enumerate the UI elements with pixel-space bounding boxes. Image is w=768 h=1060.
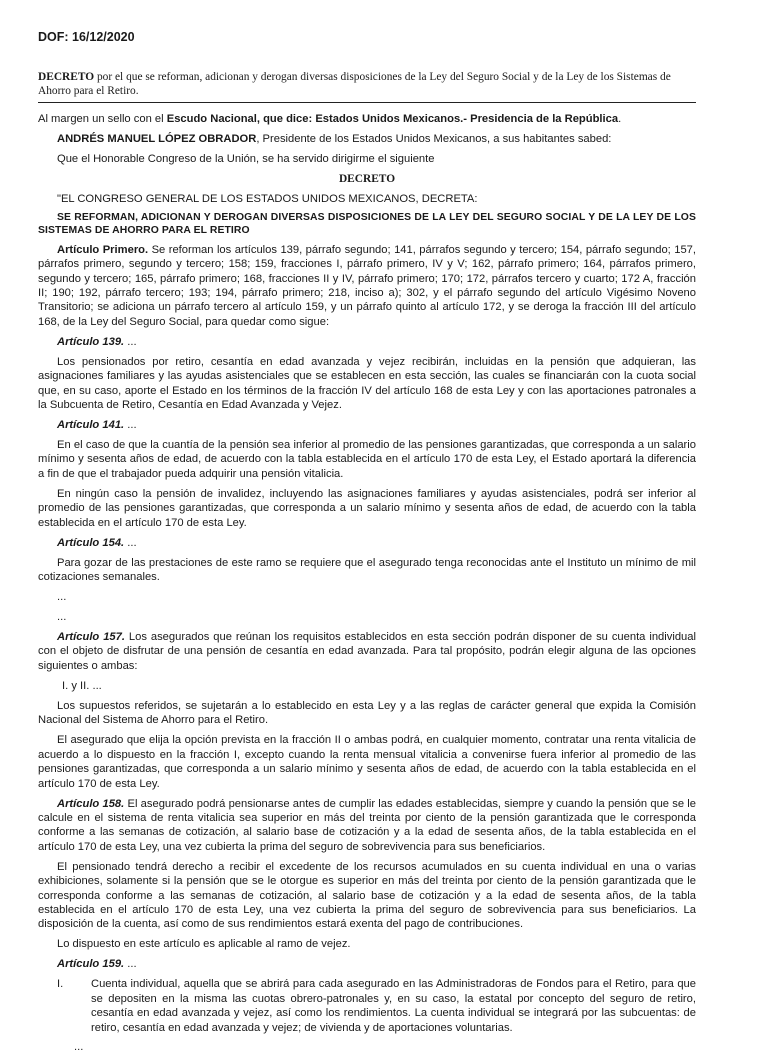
decreto-heading: DECRETO <box>338 173 396 185</box>
title-divider <box>38 102 696 103</box>
art159-label: Artículo 159. <box>57 958 125 971</box>
president-line <box>38 132 696 146</box>
art159-item-text: Cuenta individual, aquella que se abrirá para cada asegurado en las Administradoras de Fondos para el Retiro, para que se depositen en la misma las cuotas obrero-patronales y, en su caso, la estatal por concepto del seguro de retiro, cesantía en edad avanzada y vejez, así como los rendimientos. La cuenta individual se integrará por las subcuentas: de retiro, cesantía en edad avanzada y vejez; de vivienda y de aportaciones voluntarias. <box>91 978 696 1034</box>
art157-roman: I. y II. ... <box>62 679 102 692</box>
art141-label: Artículo 141. <box>57 419 125 432</box>
art141-heading <box>38 418 696 432</box>
art159-item-number: I. <box>57 978 64 991</box>
art158-p1 <box>38 797 696 855</box>
seal-post: . <box>618 113 622 125</box>
art139-p1: Los pensionados por retiro, cesantía en edad avanzada y vejez recibirán, incluidas en la pensión que adquieran, las asignaciones familiares y las ayudas asistenciales que se establecen en esta sección, las cuales se financiarán con la cuota social que, en su caso, aporte el Estado en los términos de la fracción IV del artículo 168 de esta Ley y con las aportaciones patronales a la Subcuenta de Retiro, Cesantía en Edad Avanzada y Vejez. <box>38 355 696 412</box>
articulo-primero-text: Se reforman los artículos 139, párrafo segundo; 141, párrafos segundo y tercero; 154, párrafo segundo; 157, párrafos primero, segundo y tercero; 158; 159, fracciones I, párrafo primero, IV y V; 162, párrafo primero; 164, párrafos primero, segundo y tercero; 165, párrafo primero; 168, fracciones II y IV, párrafo primero; 170; 172, párrafos tercero y cuarto; 172 A, fracción II; 190; 192, párrafo tercero; 193; 194, párrafo primero; 218, inciso a); 302, y el párrafo segundo del artículo Vigésimo Noveno Transitorio; se adiciona un párrafo tercero al artículo 159, y un párrafo quinto al artículo 172, y se deroga la fracción III del artículo 168, de la Ley del Seguro Social, para quedar como sigue: <box>38 243 697 328</box>
art157-p1 <box>38 630 696 673</box>
congress-decreta: "EL CONGRESO GENERAL DE LOS ESTADOS UNIDOS MEXICANOS, DECRETA: <box>57 193 478 205</box>
dof-date: DOF: 16/12/2020 <box>38 30 135 44</box>
art154-ellipsis-1: ... <box>57 591 67 604</box>
congress-line: Que el Honorable Congreso de la Unión, se ha servido dirigirme el siguiente <box>57 153 435 165</box>
art154-heading <box>38 536 696 550</box>
articulo-primero-label: Artículo Primero. <box>57 243 149 256</box>
art157-p2: Los supuestos referidos, se sujetarán a lo establecido en esta Ley y a las reglas de carácter general que expida la Comisión Nacional del Sistema de Ahorro para el Retiro. <box>38 699 696 727</box>
art154-p1: Para gozar de las prestaciones de este ramo se requiere que el asegurado tenga reconocidas ante el Instituto un mínimo de mil cotizaciones semanales. <box>38 556 696 584</box>
president-rest: , Presidente de los Estados Unidos Mexicanos, a sus habitantes sabed: <box>256 133 612 145</box>
art159-heading <box>38 957 696 971</box>
articulo-primero <box>38 243 696 329</box>
art158-p3: Lo dispuesto en este artículo es aplicable al ramo de vejez. <box>57 938 351 951</box>
art159-item-i <box>38 977 696 1035</box>
document-body <box>38 112 696 1060</box>
decree-title-rest: por el que se reforman, adicionan y derogan diversas disposiciones de la Ley del Seguro Social y de la Ley de los Sistemas de Ahorro para el Retiro. <box>38 71 671 97</box>
seal-pre: Al margen un sello con el <box>38 113 167 125</box>
president-name: ANDRÉS MANUEL LÓPEZ OBRADOR <box>57 133 257 145</box>
art141-p2: En ningún caso la pensión de invalidez, incluyendo las asignaciones familiares y ayudas asistenciales, podrá ser inferior al promedio de las pensiones garantizadas, que corresponda a un salario mínimo y sesenta años de edad, de acuerdo con la tabla establecida en el artículo 170 de esta Ley. <box>38 487 696 529</box>
decree-title-lead: DECRETO <box>38 71 95 83</box>
art157-p3: El asegurado que elija la opción prevista en la fracción II o ambas podrá, en cualquier momento, contratar una renta vitalicia de acuerdo a lo dispuesto en la fracción I, excepto cuando la renta mensual vitalicia a convenirse fuera inferior al promedio de las pensiones garantizadas, que corresponda a un salario mínimo y sesenta años de edad, de acuerdo con la tabla establecida en el artículo 170 de esta Ley. <box>38 734 696 790</box>
seal-bold: Escudo Nacional, que dice: Estados Unidos Mexicanos.- Presidencia de la República <box>166 113 619 125</box>
art139-suffix: ... <box>124 335 137 348</box>
art139-label: Artículo 139. <box>57 335 125 348</box>
art154-label: Artículo 154. <box>57 536 125 549</box>
art158-label: Artículo 158. <box>57 797 125 810</box>
art159-trailing-ellipsis: ... <box>74 1040 84 1053</box>
art159-suffix: ... <box>124 958 137 971</box>
decree-title <box>38 70 696 98</box>
art157-label: Artículo 157. <box>57 631 125 644</box>
art158-text: El asegurado podrá pensionarse antes de cumplir las edades establecidas, siempre y cuando la pensión que se le calcule en el sistema de renta vitalicia sea superior en más del treinta por ciento de la pensión garantizada que le corresponda conforme a las semanas de cotización, al salario base de cotización y a la edad de sesenta años, de la tabla establecida en el artículo 170 de esta Ley, una vez cubierta la prima del seguro de sobrevivencia para sus beneficiarios. <box>38 797 696 853</box>
art139-heading <box>38 335 696 349</box>
art154-suffix: ... <box>124 536 137 549</box>
decree-heading: SE REFORMAN, ADICIONAN Y DEROGAN DIVERSAS DISPOSICIONES DE LA LEY DEL SEGURO SOCIAL Y DE LA LEY DE LOS SISTEMAS DE AHORRO PARA EL RETIRO <box>38 212 696 236</box>
art154-ellipsis-2: ... <box>57 611 67 624</box>
art157-text: Los asegurados que reúnan los requisitos establecidos en esta sección podrán disponer de su cuenta individual con el objeto de disfrutar de una pensión de cesantía en edad avanzada. Para tal propósito, podrán elegir alguna de las opciones siguientes o ambas: <box>38 631 696 672</box>
art141-suffix: ... <box>124 419 137 432</box>
art141-p1: En el caso de que la cuantía de la pensión sea inferior al promedio de las pensiones garantizadas, que corresponda a un salario mínimo y sesenta años de edad, de acuerdo con la tabla establecida en el artículo 170 de esta Ley, el Estado aportará la diferencia a fin de que el trabajador pueda adquirir una pensión vitalicia. <box>38 439 696 480</box>
art158-p2: El pensionado tendrá derecho a recibir el excedente de los recursos acumulados en su cuenta individual en una o varias exhibiciones, solamente si la pensión que se le otorgue es superior en más del treinta por ciento de la pensión garantizada que le corresponda conforme a las semanas de cotización, al salario base de cotización y a la edad de sesenta años, de la tabla establecida en el artículo 170 de esta Ley, una vez cubierta la prima del seguro de sobrevivencia para sus beneficiarios. La disposición de la cuenta, así como de sus rendimientos estará exenta del pago de contribuciones. <box>38 860 696 931</box>
seal-line <box>38 112 696 126</box>
